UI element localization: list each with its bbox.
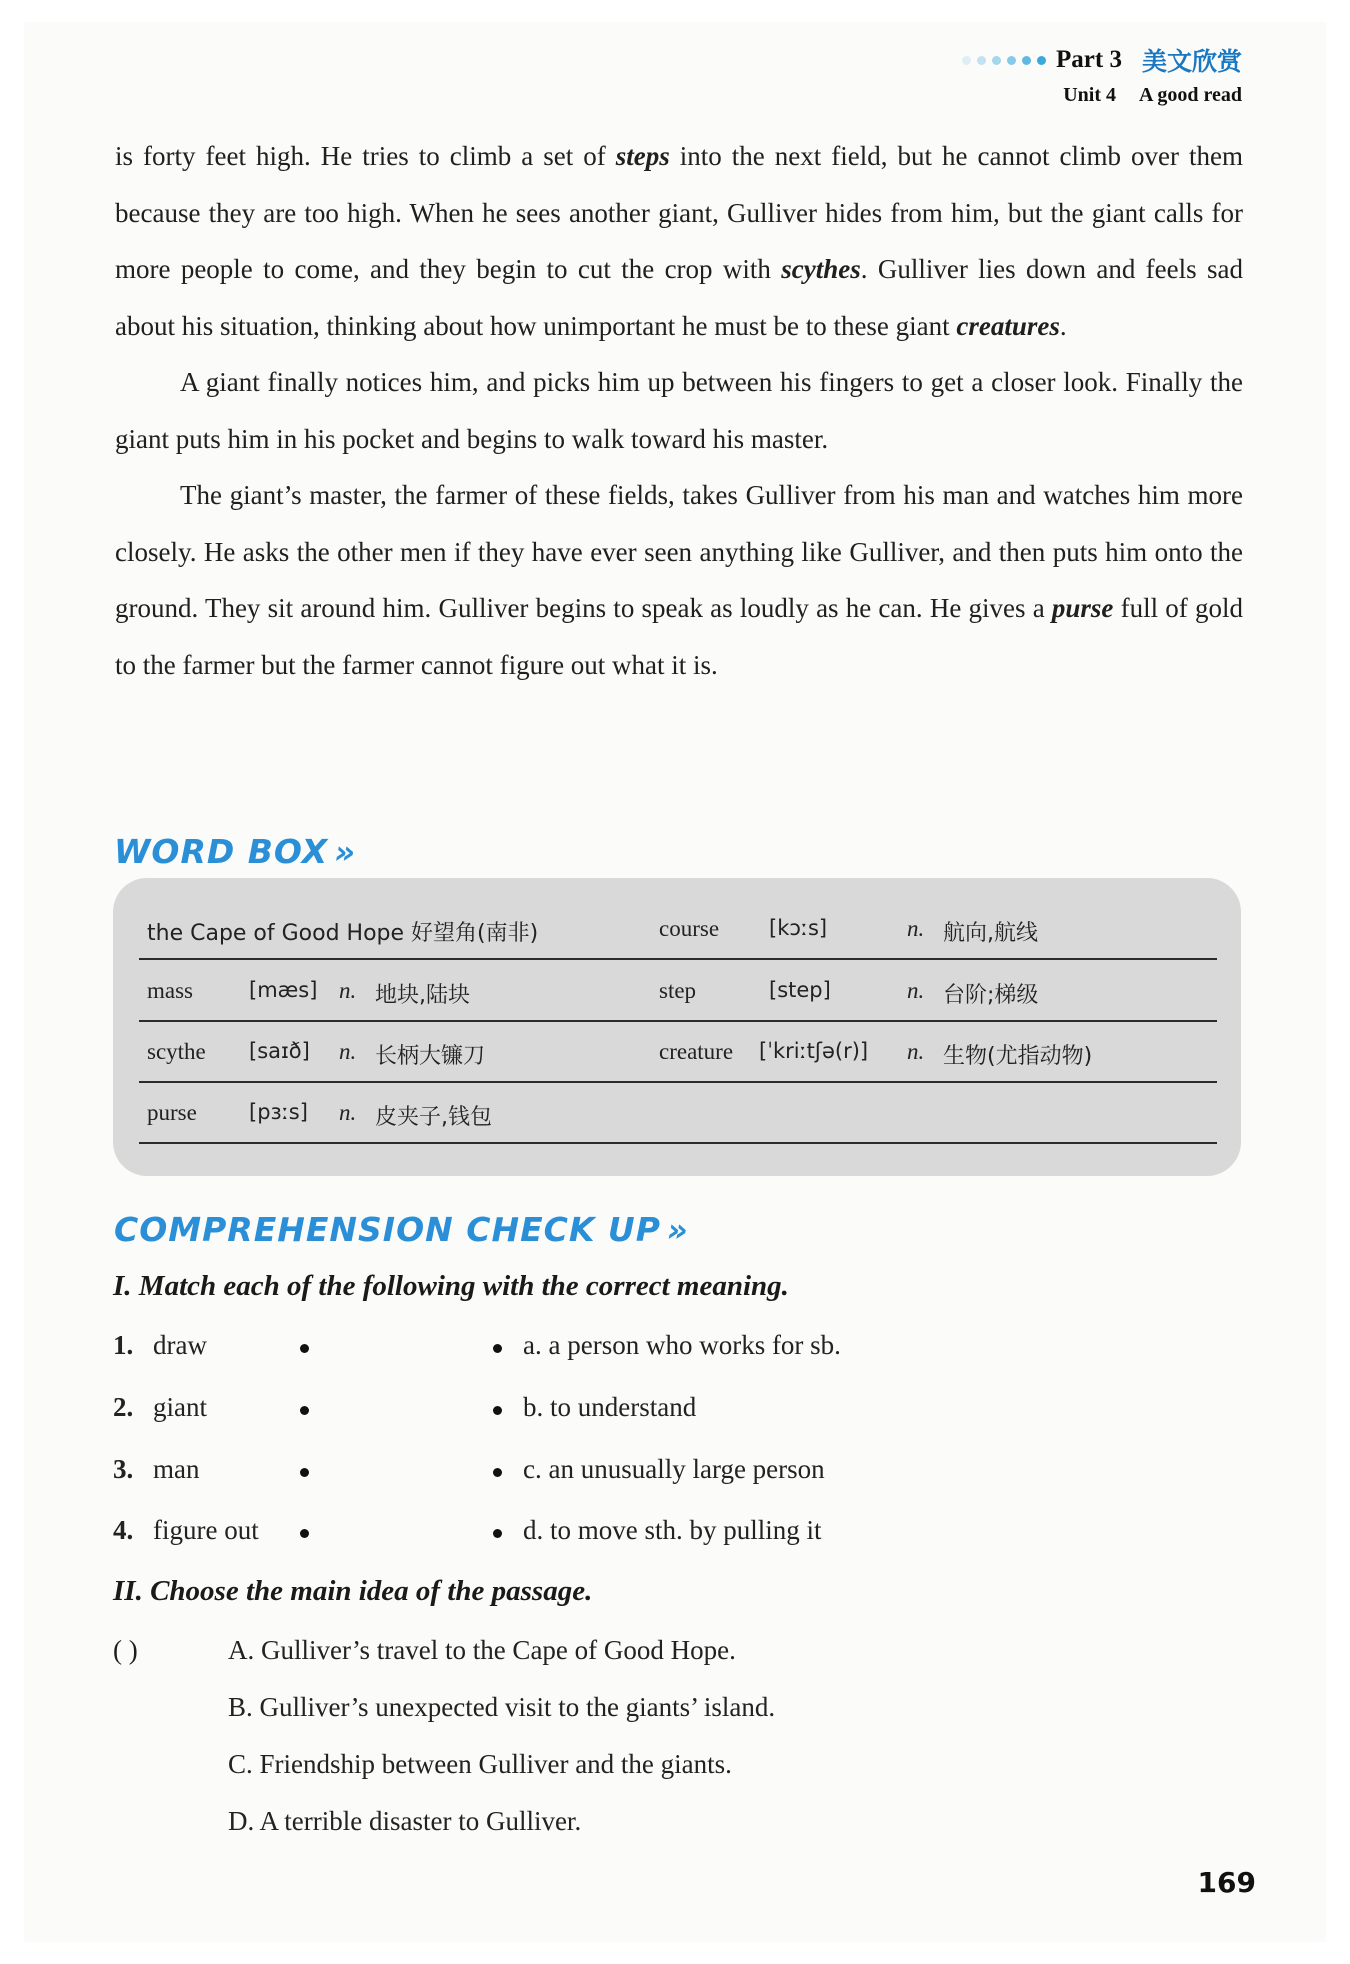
phonetic: [step] — [769, 978, 831, 1002]
word: course — [659, 916, 720, 941]
match-word: giant — [153, 1392, 207, 1422]
phonetic: [kɔːs] — [769, 916, 828, 940]
definition: 台阶;梯级 — [943, 983, 1039, 1008]
word-row — [139, 960, 1217, 1022]
match-dot-left[interactable] — [300, 1406, 309, 1415]
unit-label: Unit 4 — [1063, 84, 1117, 106]
match-definition: a. a person who works for sb. — [523, 1330, 841, 1360]
match-definition: b. to understand — [523, 1392, 697, 1422]
part-of-speech: n. — [339, 1100, 357, 1125]
definition: 皮夹子,钱包 — [375, 1105, 492, 1130]
word: step — [659, 978, 697, 1003]
passage — [115, 128, 1243, 693]
part-label: Part 3 — [1056, 46, 1122, 73]
phonetic: [saɪð] — [249, 1039, 310, 1063]
paragraph-3: The giant’s master, the farmer of these fields, takes Gulliver from his man and watches him more closely. He asks the other men if they have ever seen anything like Gulliver, and then puts him onto the ground. They sit around him. Gulliver begins to speak as loudly as he can. He gives a purse full of gold to the farmer but the farmer cannot figure out what it is. — [115, 480, 1243, 680]
double-chevron-icon: » — [666, 1211, 689, 1249]
phonetic: [pɜːs] — [249, 1100, 308, 1124]
paragraph-1: is forty feet high. He tries to climb a set of steps into the next field, but he cannot climb over them because they are too high. When he sees another giant, Gulliver hides from him, but the giant calls for more people to come, and they begin to cut the crop with scythes. Gulliver lies down and feels sad about his situation, thinking about how unimportant he must be to these giant creatures. — [115, 141, 1243, 341]
option-a[interactable]: A. Gulliver’s travel to the Cape of Good Hope. — [228, 1635, 736, 1665]
definition: 航向,航线 — [943, 921, 1038, 946]
word: mass — [147, 978, 193, 1003]
word: creature — [659, 1039, 734, 1064]
match-dot-left[interactable] — [300, 1344, 309, 1353]
page-number: 169 — [1197, 1866, 1256, 1899]
part-of-speech: n. — [339, 1039, 357, 1064]
definition: 长柄大镰刀 — [375, 1044, 486, 1069]
phonetic: [ˈkriːtʃə(r)] — [759, 1039, 869, 1063]
word-box — [113, 878, 1241, 1176]
keyword-scythes: scythes — [781, 254, 861, 284]
comprehension-title: COMPREHENSION CHECK UP » — [114, 1210, 689, 1249]
part-of-speech: n. — [907, 1039, 925, 1064]
exercise-2-heading: II. Choose the main idea of the passage. — [113, 1575, 593, 1607]
keyword-purse: purse — [1051, 593, 1114, 623]
part-of-speech: n. — [907, 978, 925, 1003]
match-dot-left[interactable] — [300, 1529, 309, 1538]
match-item: 3. man c. an unusually large person — [113, 1454, 825, 1484]
word-row — [139, 1082, 1217, 1144]
part-of-speech: n. — [907, 916, 925, 941]
match-definition: c. an unusually large person — [523, 1454, 825, 1484]
word: scythe — [147, 1039, 206, 1064]
word-box-title: WORD BOX » — [114, 832, 357, 871]
unit-title: A good read — [1139, 84, 1242, 106]
definition: 生物(尤指动物) — [943, 1044, 1093, 1069]
match-item: 4. figure out d. to move sth. by pulling it — [113, 1515, 822, 1545]
match-dot-right[interactable] — [493, 1406, 502, 1415]
word: the Cape of Good Hope 好望角(南非) — [147, 921, 539, 946]
match-dot-right[interactable] — [493, 1344, 502, 1353]
match-word: figure out — [153, 1515, 259, 1545]
match-dot-right[interactable] — [493, 1529, 502, 1538]
part-title-cn: 美文欣赏 — [1141, 47, 1242, 76]
match-word: draw — [153, 1330, 207, 1360]
match-dot-right[interactable] — [493, 1468, 502, 1477]
word: purse — [147, 1100, 197, 1125]
word-row — [139, 898, 1217, 960]
phonetic: [mæs] — [249, 978, 318, 1002]
keyword-steps: steps — [615, 141, 670, 171]
header-unit — [1063, 84, 1242, 107]
option-c[interactable]: C. Friendship between Gulliver and the giants. — [228, 1749, 732, 1779]
match-definition: d. to move sth. by pulling it — [523, 1515, 822, 1545]
double-chevron-icon: » — [334, 833, 357, 871]
option-b[interactable]: B. Gulliver’s unexpected visit to the giants’ island. — [228, 1692, 776, 1722]
match-item: 2. giant b. to understand — [113, 1392, 697, 1422]
match-item: 1. draw a. a person who works for sb. — [113, 1330, 841, 1360]
paragraph-2: A giant finally notices him, and picks him up between his fingers to get a closer look. Finally the giant puts him in his pocket and begins to walk toward his master. — [115, 367, 1243, 454]
answer-blank[interactable]: ( ) — [113, 1635, 138, 1665]
exercise-1-heading: I. Match each of the following with the correct meaning. — [113, 1270, 789, 1302]
part-of-speech: n. — [339, 978, 357, 1003]
option-d[interactable]: D. A terrible disaster to Gulliver. — [228, 1806, 582, 1836]
keyword-creatures: creatures — [956, 310, 1060, 341]
match-word: man — [153, 1454, 200, 1484]
dot-decoration — [962, 56, 1046, 65]
word-row — [139, 1021, 1217, 1083]
definition: 地块,陆块 — [375, 983, 470, 1008]
match-dot-left[interactable] — [300, 1468, 309, 1477]
header-part — [962, 42, 1242, 78]
